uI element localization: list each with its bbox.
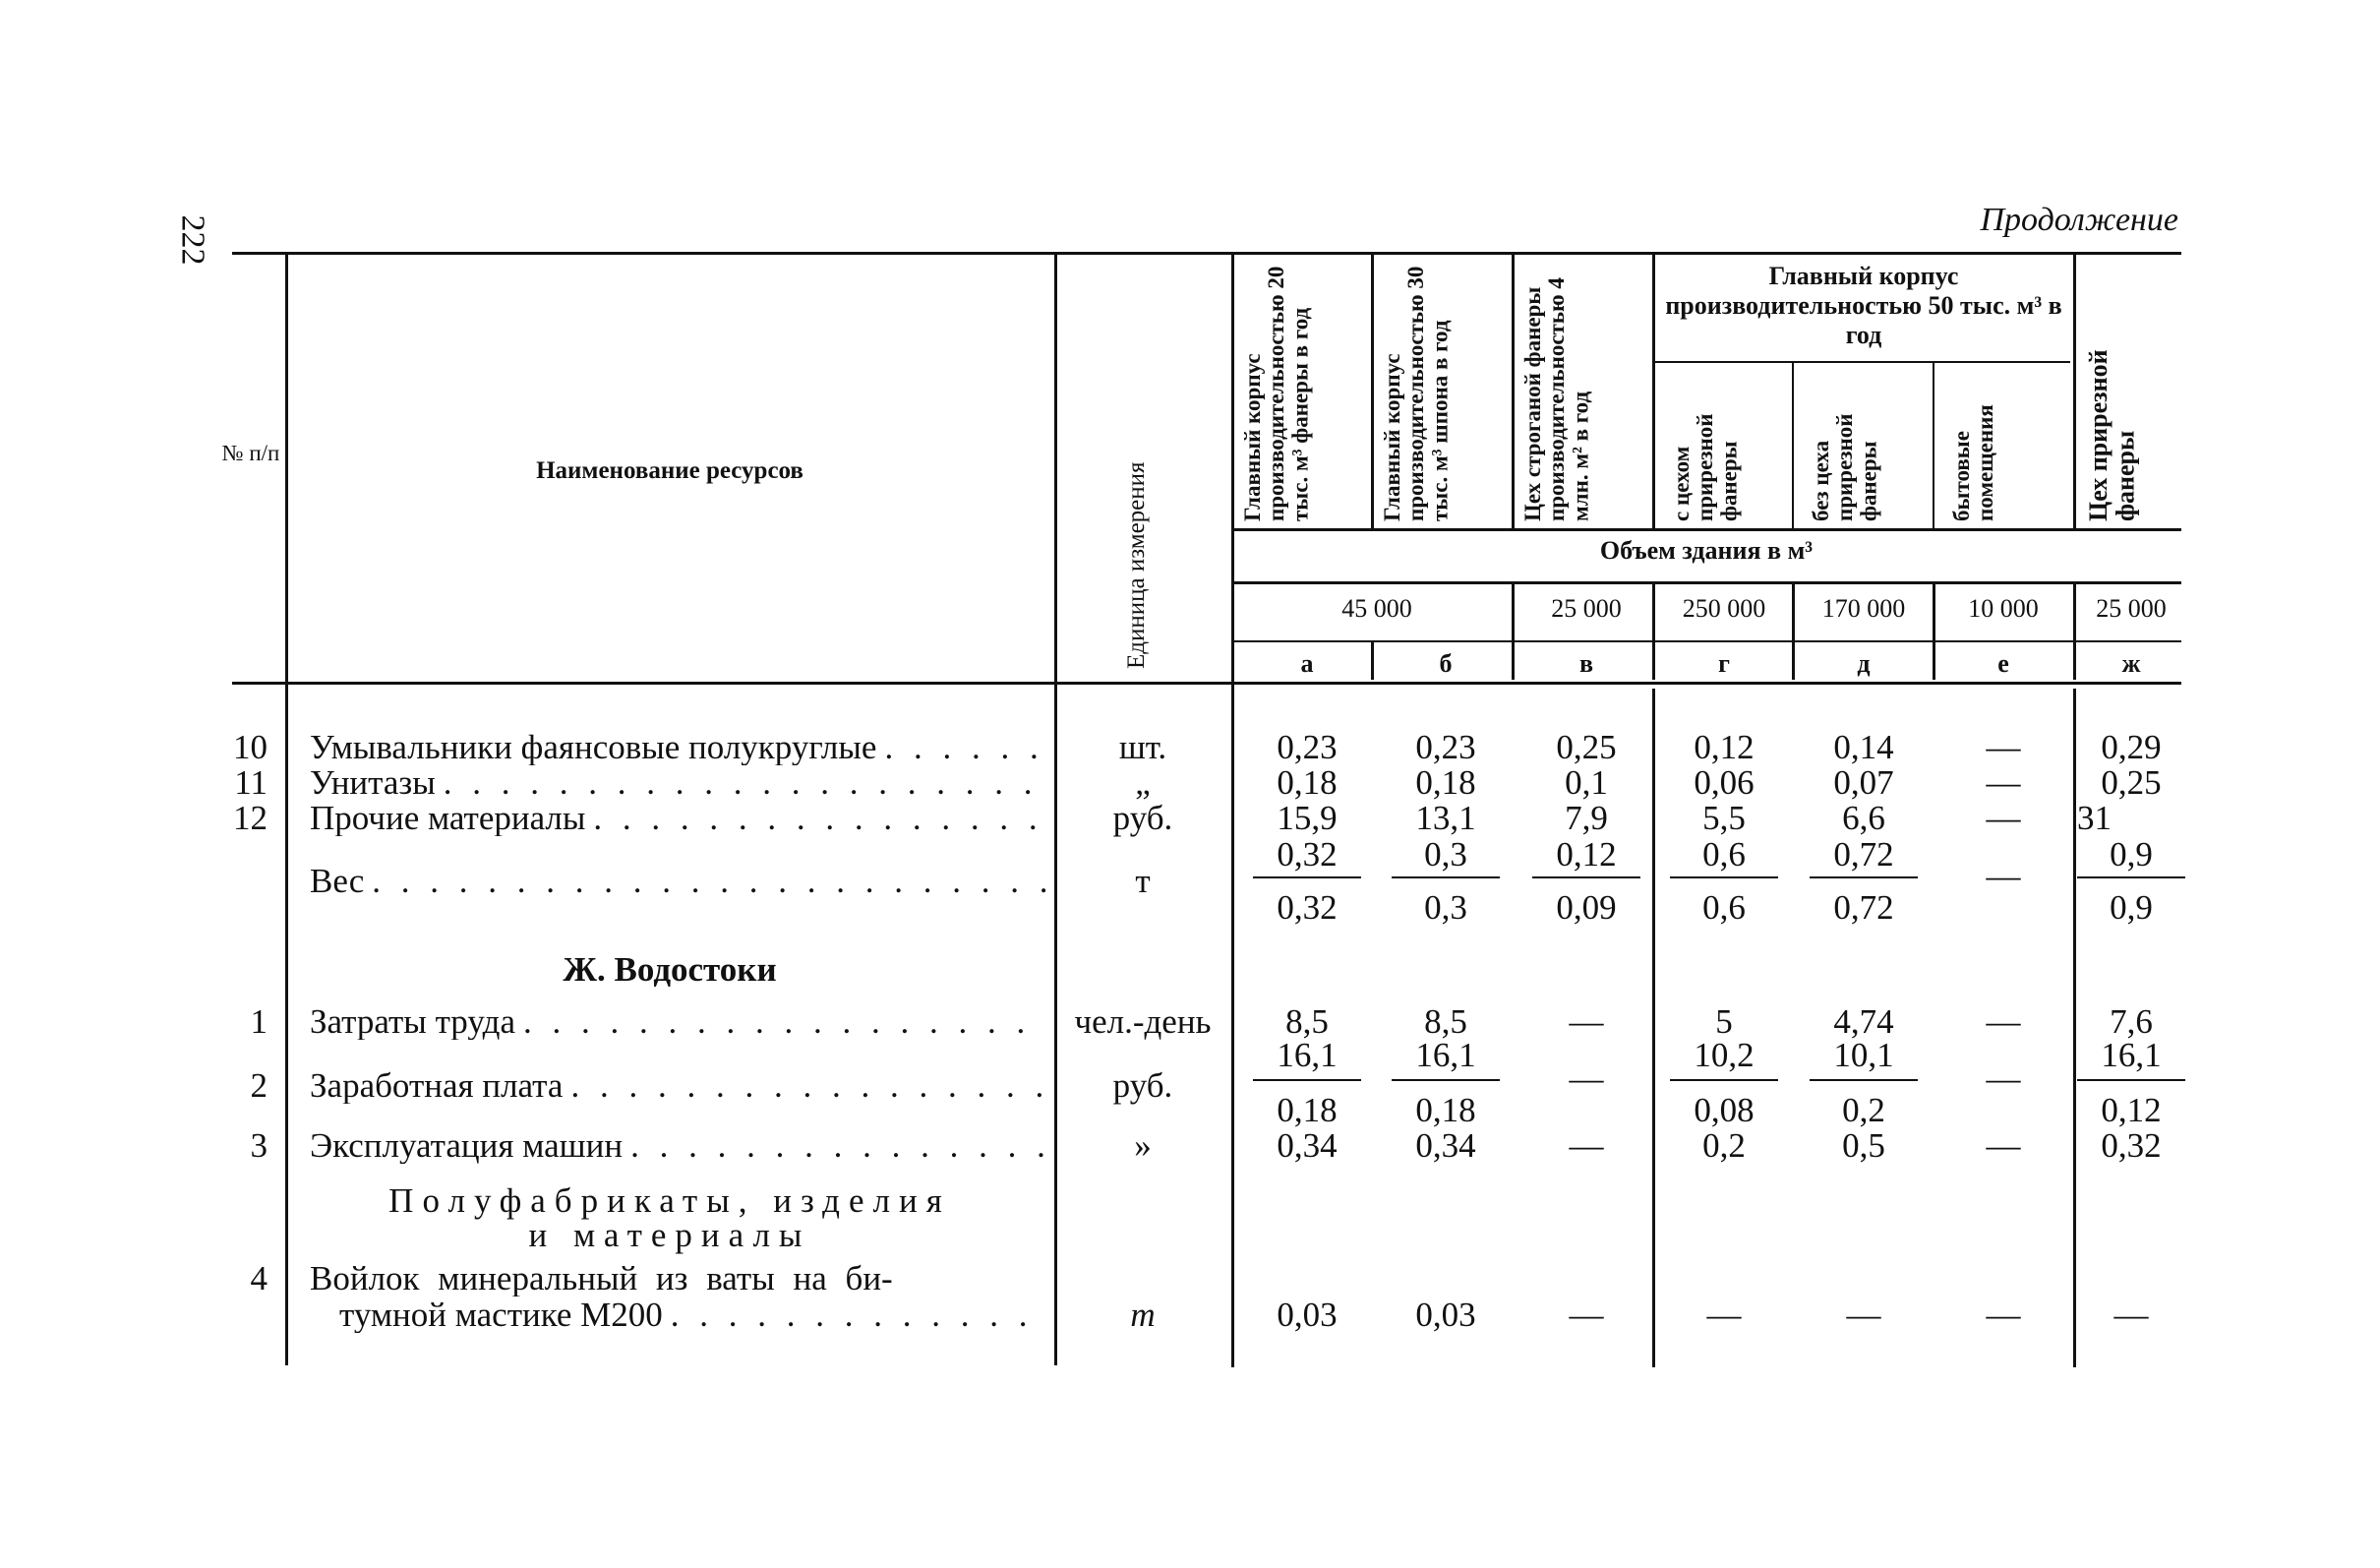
row-label [310, 801, 1047, 836]
value-cell: 0,18 [1277, 763, 1338, 802]
denominator-cell: — [1986, 1059, 2021, 1098]
row-label-text: Прочие материалы [310, 801, 586, 836]
row-label-text: тумной мастике М200 [339, 1297, 663, 1333]
dot-leader [876, 730, 1047, 765]
column-divider [1231, 689, 1234, 1367]
numerator-cell: 0,72 [1833, 835, 1894, 874]
dot-leader [436, 765, 1047, 801]
column-header-b: Главный корпус производительностью 30 тыс. м³ шпона в год [1380, 266, 1453, 521]
column-divider [1933, 582, 1935, 680]
page-number: 222 [174, 214, 211, 266]
row-label-text: Эксплуатация машин [310, 1128, 624, 1164]
row-label [310, 730, 1047, 765]
value-cell: — [1569, 1296, 1604, 1334]
row-unit: т [1135, 862, 1151, 900]
numerator-cell: 10,1 [1833, 1036, 1894, 1074]
numerator-cell: 0,9 [2110, 835, 2153, 874]
fraction-line [2077, 1079, 2185, 1081]
denominator-cell: 0,12 [2101, 1091, 2162, 1129]
value-cell: 0,12 [1694, 728, 1755, 766]
value-cell: — [1986, 1126, 2021, 1165]
row-label: Войлок минеральный из ваты на би- [310, 1261, 893, 1297]
dot-leader [563, 1068, 1047, 1104]
column-letter: б [1439, 649, 1453, 678]
row-label-text: Вес [310, 864, 365, 899]
fraction-line [1810, 1079, 1918, 1081]
value-cell: 15,9 [1277, 799, 1338, 837]
column-letter: ж [2121, 649, 2141, 678]
value-cell: — [2113, 1296, 2149, 1334]
column-divider [2073, 582, 2076, 680]
denominator-cell: 0,18 [1415, 1091, 1476, 1129]
value-cell: 0,32 [2101, 1126, 2162, 1165]
group-header: Главный корпус производительностью 50 тыс. м³ в год [1665, 262, 2062, 349]
column-divider [1652, 582, 1655, 680]
column-divider [1652, 254, 1655, 529]
value-cell: 5,5 [1702, 799, 1746, 837]
value-cell: 7,9 [1565, 799, 1608, 837]
column-header-d: без цеха прирезной фанеры [1809, 413, 1881, 521]
fraction-line [1532, 876, 1640, 878]
column-divider [1792, 582, 1795, 680]
value-cell: 31 [2077, 799, 2112, 837]
value-cell: 0,34 [1415, 1126, 1476, 1165]
value-cell: 0,29 [2101, 728, 2162, 766]
row-label [310, 1068, 1047, 1104]
value-cell: 0,07 [1833, 763, 1894, 802]
group-rule [1652, 361, 2070, 363]
row-unit: руб. [1112, 1066, 1173, 1105]
row-label-text: Затраты труда [310, 1004, 515, 1040]
numerator-cell: 0,3 [1424, 835, 1467, 874]
continuation-label: Продолжение [1980, 202, 2178, 238]
row-number: 4 [250, 1259, 268, 1297]
value-cell: 0,25 [1556, 728, 1617, 766]
row-label [310, 864, 1047, 899]
row-unit: чел.-день [1074, 1002, 1212, 1041]
denominator-cell: — [1986, 857, 2021, 895]
value-cell: 4,74 [1833, 1002, 1894, 1041]
column-header-a: Главный корпус производительностью 20 тыс. м³ фанеры в год [1240, 266, 1313, 521]
row-label [310, 765, 1047, 801]
top-rule [232, 252, 2181, 255]
column-divider [1371, 254, 1374, 529]
value-cell: 0,23 [1277, 728, 1338, 766]
numerator-cell: 16,1 [1415, 1036, 1476, 1074]
column-header-e: бытовые помещения [1949, 404, 1998, 521]
value-cell: 0,5 [1842, 1126, 1885, 1165]
name-column-header: Наименование ресурсов [536, 457, 803, 484]
denominator-cell: 0,09 [1556, 888, 1617, 927]
denominator-cell: 0,9 [2110, 888, 2153, 927]
dot-leader [585, 801, 1047, 836]
volume-label: Объем здания в м³ [1599, 536, 1814, 565]
column-divider [2073, 254, 2076, 529]
value-cell: 0,34 [1277, 1126, 1338, 1165]
value-cell: 13,1 [1415, 799, 1476, 837]
value-cell: — [1569, 1126, 1604, 1165]
dot-leader [364, 864, 1047, 899]
dot-leader [515, 1004, 1047, 1040]
row-number: 11 [234, 763, 268, 802]
subsection-title: Полуфабрикаты, изделия [388, 1181, 951, 1220]
row-number: 12 [233, 799, 268, 837]
column-letter: в [1578, 649, 1594, 678]
row-number: 2 [250, 1066, 268, 1105]
column-divider [1792, 362, 1794, 529]
row-label [339, 1297, 1047, 1333]
denominator-cell: 0,08 [1694, 1091, 1755, 1129]
row-unit: руб. [1112, 799, 1173, 837]
value-cell: 5 [1715, 1002, 1733, 1041]
row-label [310, 1128, 1047, 1164]
column-letter: г [1718, 649, 1730, 678]
fraction-line [1392, 1079, 1500, 1081]
column-letter: е [1997, 649, 2009, 678]
fraction-line [1670, 876, 1778, 878]
value-cell: — [1846, 1296, 1881, 1334]
row-label [310, 1004, 1047, 1040]
row-label-text: Заработная плата [310, 1068, 564, 1104]
row-label-text: Унитазы [310, 765, 436, 801]
value-cell: 0,14 [1833, 728, 1894, 766]
value-cell: — [1986, 1296, 2021, 1334]
denominator-cell: 0,6 [1702, 888, 1746, 927]
value-cell: 0,03 [1277, 1296, 1338, 1334]
denominator-cell: 0,32 [1277, 888, 1338, 927]
column-header-v: Цех строганой фанеры производительностью 4 млн. м² в год [1520, 277, 1593, 521]
header-bottom-rule [232, 682, 2181, 685]
value-cell: — [1569, 1002, 1604, 1041]
row-number: 1 [250, 1002, 268, 1041]
fraction-line [1670, 1079, 1778, 1081]
denominator-cell: 0,3 [1424, 888, 1467, 927]
value-cell: 8,5 [1424, 1002, 1467, 1041]
column-letter: а [1300, 649, 1314, 678]
dot-leader [623, 1128, 1047, 1164]
column-header-zh: Цех прирезной фанеры [2084, 349, 2140, 521]
column-divider [1371, 640, 1374, 680]
fraction-line [1810, 876, 1918, 878]
value-cell: 0,06 [1694, 763, 1755, 802]
volume-value: 250 000 [1682, 594, 1766, 623]
fraction-line [2077, 876, 2185, 878]
denominator-cell: 0,72 [1833, 888, 1894, 927]
value-cell: — [1986, 799, 2021, 837]
numerator-cell: 0,6 [1702, 835, 1746, 874]
value-cell: 8,5 [1285, 1002, 1329, 1041]
value-cell: 0,25 [2101, 763, 2162, 802]
volume-value: 10 000 [1968, 594, 2039, 623]
subsection-title: и материалы [528, 1216, 811, 1254]
volume-value: 25 000 [2096, 594, 2167, 623]
row-unit: шт. [1118, 728, 1167, 766]
denominator-cell: 0,18 [1277, 1091, 1338, 1129]
numerator-cell: 10,2 [1694, 1036, 1755, 1074]
unit-column-header: Единица измерения [1123, 461, 1150, 669]
value-cell: — [1986, 728, 2021, 766]
fraction-line [1253, 876, 1361, 878]
column-header-g: с цехом прирезной фанеры [1669, 413, 1742, 521]
fraction-line [1392, 876, 1500, 878]
volume-value: 170 000 [1821, 594, 1906, 623]
denominator-cell: — [1569, 1059, 1604, 1098]
row-label-text: Умывальники фаянсовые полукруглые [310, 730, 877, 765]
value-cell: — [1986, 1002, 2021, 1041]
value-cell: — [1986, 763, 2021, 802]
fraction-line [1253, 1079, 1361, 1081]
volume-value: 25 000 [1551, 594, 1622, 623]
volume-value: 45 000 [1341, 594, 1412, 623]
numerator-cell: 0,32 [1277, 835, 1338, 874]
section-title: Ж. Водостоки [563, 950, 777, 989]
num-column-header: № п/п [221, 441, 280, 465]
column-divider [1933, 362, 1934, 529]
column-letter: д [1857, 649, 1871, 678]
column-divider [1512, 254, 1515, 529]
value-cell: 7,6 [2110, 1002, 2153, 1041]
row-number: 10 [233, 728, 268, 766]
value-cell: 0,23 [1415, 728, 1476, 766]
volume-top-rule [1231, 581, 2181, 584]
row-unit: „ [1135, 763, 1151, 802]
row-unit: т [1130, 1296, 1156, 1334]
value-cell: 0,1 [1565, 763, 1608, 802]
numerator-cell: 16,1 [2101, 1036, 2162, 1074]
value-cell: — [1706, 1296, 1742, 1334]
value-cell: 0,03 [1415, 1296, 1476, 1334]
column-divider [1652, 689, 1655, 1367]
denominator-cell: 0,2 [1842, 1091, 1885, 1129]
row-number: 3 [250, 1126, 268, 1165]
value-cell: 0,2 [1702, 1126, 1746, 1165]
value-cell: 0,18 [1415, 763, 1476, 802]
row-unit: » [1134, 1126, 1152, 1165]
dot-leader [663, 1297, 1047, 1333]
numerator-cell: 0,12 [1556, 835, 1617, 874]
numerator-cell: 16,1 [1277, 1036, 1338, 1074]
value-cell: 6,6 [1842, 799, 1885, 837]
